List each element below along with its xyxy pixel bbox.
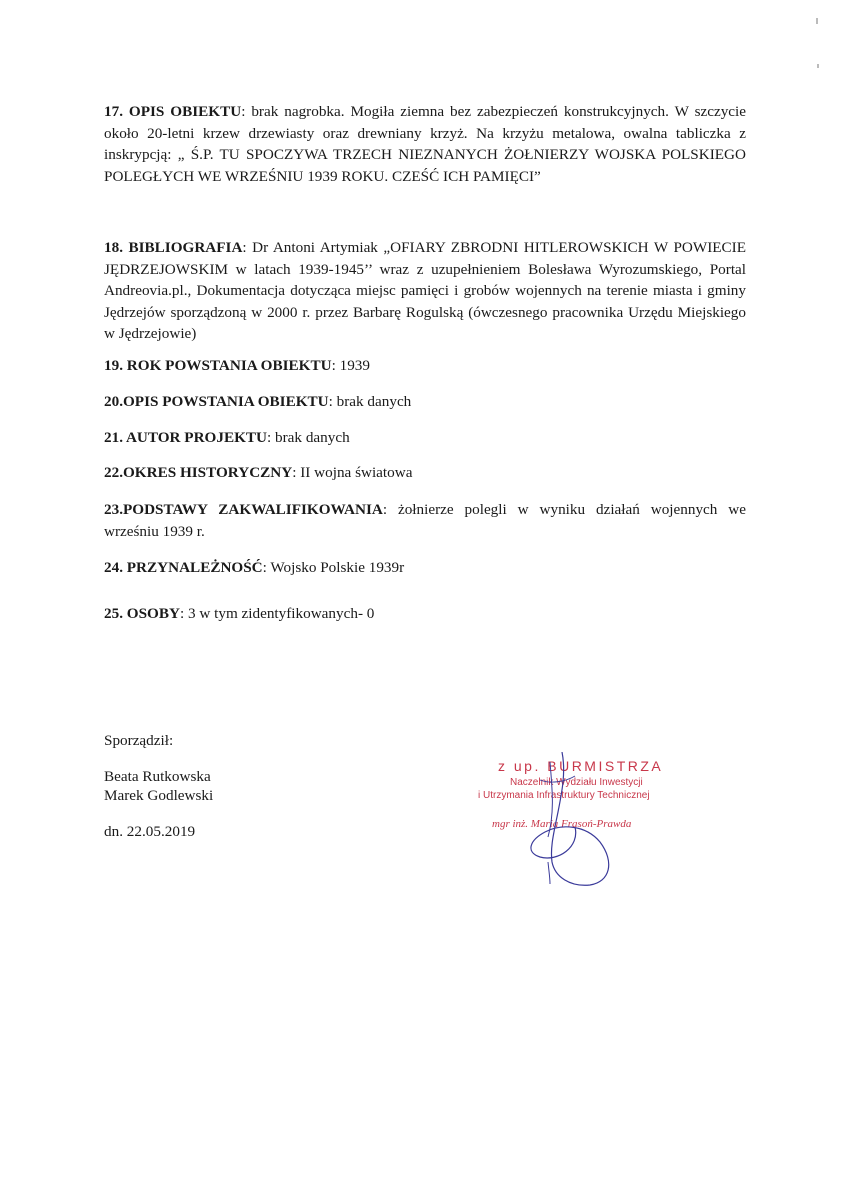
field-label: 24. PRZYNALEŻNOŚĆ bbox=[104, 559, 263, 576]
field-label: 23.PODSTAWY ZAKWALIFIKOWANIA bbox=[104, 501, 383, 518]
field-text: : brak danych bbox=[328, 393, 412, 410]
field-label: 20.OPIS POWSTANIA OBIEKTU bbox=[104, 393, 329, 410]
scan-artifact bbox=[816, 18, 818, 24]
field-label: 22.OKRES HISTORYCZNY bbox=[104, 464, 293, 481]
field-text: : Dr Antoni Artymiak „OFIARY ZBRODNI HITLEROWSKICH W POWIECIE JĘDRZEJOWSKIM w latach 1939-1945’’ wraz z uzupełnieniem Bolesława Wyrozumskiego, Portal Andreovia.pl., Dokumentacja dotycząca miejsc pamięci i grobów wojennych na terenie miasta i gminy Jędrzejów sporządzoną w 2000 r. przez Barbarę Rogulską (ówczesnego pracownika Urzędu Miejskiego w Jędrzejowie) bbox=[104, 239, 746, 342]
field-23-podstawy bbox=[104, 499, 746, 542]
field-text: : żołnierze polegli w wyniku działań wojennych we wrześniu 1939 r. bbox=[104, 501, 747, 540]
field-18-bibliografia bbox=[104, 237, 746, 345]
stamp-line-department: i Utrzymania Infrastruktury Technicznej bbox=[478, 790, 650, 801]
official-stamp bbox=[470, 752, 690, 892]
field-22-okres-historyczny bbox=[104, 462, 746, 484]
field-25-osoby bbox=[104, 603, 746, 625]
scan-artifact bbox=[817, 64, 819, 68]
field-17-opis-obiektu bbox=[104, 101, 746, 187]
prepared-by-heading: Sporządził: bbox=[104, 732, 174, 749]
author-name-2: Marek Godlewski bbox=[104, 787, 214, 804]
field-text: : brak nagrobka. Mogiła ziemna bez zabezpieczeń konstrukcyjnych. W szczycie około 20-letni krzew drzewiasty oraz drewniany krzyż. Na krzyżu metalowa, owalna tabliczka z inskrypcją: „ Ś.P. TU SPOCZYWA TRZECH NIEZNANYCH ŻOŁNIERZY WOJSKA POLSKIEGO POLEGŁYCH WE WRZEŚNIU 1939 ROKU. CZEŚĆ ICH PAMIĘCI” bbox=[104, 103, 747, 185]
field-label: 21. AUTOR PROJEKTU bbox=[104, 429, 268, 446]
field-label: 25. OSOBY bbox=[104, 605, 180, 622]
stamp-line-official-name: mgr inż. Maria Frasoń-Prawda bbox=[492, 818, 632, 830]
field-label: 19. ROK POWSTANIA OBIEKTU bbox=[104, 357, 332, 374]
stamp-line-position: Naczelnik Wydziału Inwestycji bbox=[510, 777, 643, 788]
field-21-autor-projektu bbox=[104, 427, 746, 449]
field-text: : 1939 bbox=[331, 357, 370, 374]
field-label: 17. OPIS OBIEKTU bbox=[104, 103, 242, 120]
document-date: dn. 22.05.2019 bbox=[104, 823, 196, 840]
author-name-1: Beata Rutkowska bbox=[104, 768, 211, 785]
field-text: : Wojsko Polskie 1939r bbox=[262, 559, 405, 576]
field-label: 18. BIBLIOGRAFIA bbox=[104, 239, 243, 256]
handwritten-signature bbox=[470, 752, 690, 892]
field-text: : II wojna światowa bbox=[292, 464, 413, 481]
field-text: : 3 w tym zidentyfikowanych- 0 bbox=[179, 605, 375, 622]
field-24-przynaleznosc bbox=[104, 557, 746, 579]
stamp-line-title: z up. BURMISTRZA bbox=[498, 758, 664, 774]
field-text: : brak danych bbox=[267, 429, 350, 446]
field-19-rok-powstania bbox=[104, 355, 746, 377]
field-20-opis-powstania bbox=[104, 391, 746, 413]
